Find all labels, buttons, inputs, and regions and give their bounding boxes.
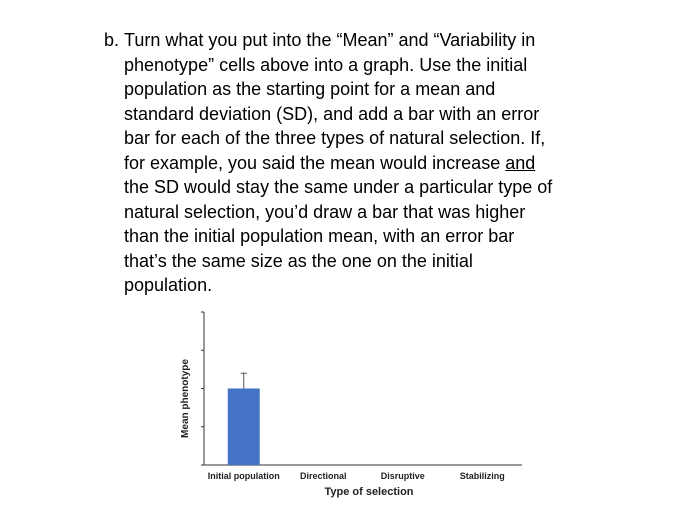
chart-bars — [228, 373, 260, 465]
question-line: population as the starting point for a mean and — [124, 79, 496, 99]
bar — [228, 389, 260, 466]
x-tick-label: Stabilizing — [459, 471, 505, 481]
question-line: standard deviation (SD), and add a bar with an error — [124, 103, 540, 124]
question-line: than the initial population mean, with an error bar — [124, 226, 515, 246]
question-marker: b. — [104, 30, 120, 50]
underlined-word: and — [505, 152, 536, 173]
chart-svg — [170, 300, 530, 510]
question-line: the SD would stay the same under a particular type of — [124, 177, 553, 197]
question-line: population. — [124, 275, 213, 295]
question-line — [104, 28, 644, 53]
question-line: bar for each of the three types of natural selection. If, — [124, 128, 546, 148]
bar-chart — [170, 300, 530, 510]
y-axis-title: Mean phenotype — [180, 359, 191, 438]
x-tick-label: Directional — [299, 471, 347, 481]
x-tick-label: Disruptive — [380, 471, 425, 481]
question-line-text: Turn what you put into the “Mean” and “Variability in — [124, 30, 536, 50]
question-line: phenotype” cells above into a graph. Use the initial — [124, 54, 528, 75]
question-line: natural selection, you’d draw a bar that was higher — [124, 201, 526, 222]
question-line: that’s the same size as the one on the initial — [124, 250, 473, 271]
question-line — [104, 151, 644, 176]
question-text — [104, 28, 644, 298]
x-axis-title: Type of selection — [324, 486, 414, 498]
x-tick-label: Initial population — [207, 471, 280, 481]
question-line-text: for example, you said the mean would increase — [124, 152, 506, 173]
